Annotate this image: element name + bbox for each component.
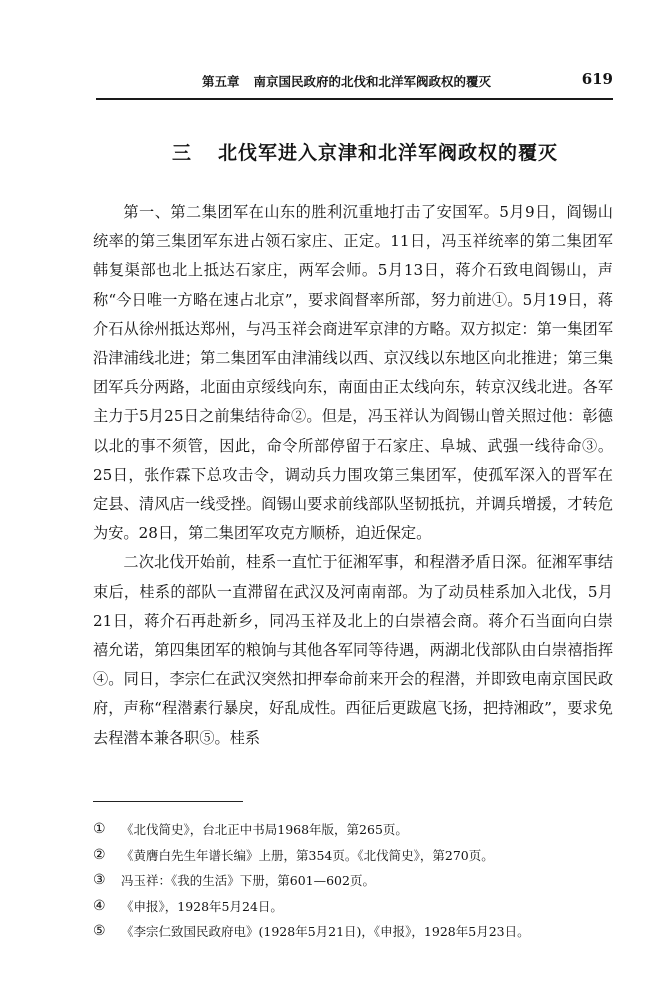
section-title: 北伐军进入京津和北洋军阀政权的覆灭	[218, 142, 559, 164]
footnote	[93, 868, 613, 894]
footnote-text: 冯玉祥：《我的生活》下册，第601—602页。	[121, 873, 375, 888]
footnote	[93, 843, 613, 869]
footnote-text: 《李宗仁致国民政府电》(1928年5月21日)，《申报》，1928年5月23日。	[121, 924, 530, 939]
footnote	[93, 919, 613, 945]
running-title	[202, 72, 491, 90]
footnote-mark: ①	[93, 821, 106, 837]
footnote-mark: ⑤	[93, 923, 106, 939]
footnote-mark: ②	[93, 846, 106, 863]
footnote-rule	[93, 801, 243, 802]
footnote-text: 《申报》，1928年5月24日。	[121, 898, 283, 914]
chapter-title: 南京国民政府的北伐和北洋军阀政权的覆灭	[253, 74, 492, 89]
footnote-mark: ③	[93, 872, 106, 888]
footnote	[93, 894, 613, 920]
footnotes	[93, 817, 613, 945]
page-number: 619	[581, 70, 613, 88]
section-heading	[172, 138, 558, 165]
footnote-mark: ④	[93, 897, 106, 914]
footnote-text: 《北伐简史》，台北正中书局1968年版，第265页。	[121, 822, 408, 837]
running-header	[96, 70, 613, 96]
footnote	[93, 817, 613, 843]
paragraph: 二次北伐开始前，桂系一直忙于征湘军事，和程潜矛盾日深。征湘军事结束后，桂系的部队一直滞留在武汉及河南南部。为了动员桂系加入北伐，5月21日，蒋介石再赴新乡，同冯玉祥及北上的白崇禧会商。蒋介石当面向白崇禧允诺，第四集团军的粮饷与其他各军同等待遇，两湖北伐部队由白崇禧指挥④。同日，李宗仁在武汉突然扣押奉命前来开会的程潜，并即致电南京国民政府，声称“程潜素行暴戾，好乱成性。西征后更跋扈飞扬，把持湘政”，要求免去程潜本兼各职⑤。桂系	[93, 553, 613, 747]
chapter-label: 第五章	[202, 74, 240, 89]
section-number: 三	[172, 142, 193, 164]
body-text	[93, 198, 613, 753]
header-rule	[96, 98, 613, 100]
footnote-text: 《黄膺白先生年谱长编》上册，第354页。《北伐简史》，第270页。	[121, 847, 494, 863]
paragraph: 第一、第二集团军在山东的胜利沉重地打击了安国军。5月9日，阎锡山统率的第三集团军东进占领石家庄、正定。11日，冯玉祥统率的第二集团军韩复渠部也北上抵达石家庄，两军会师。5月13日，蒋介石致电阎锡山，声称“今日唯一方略在速占北京”，要求阎督率所部，努力前进①。5月19日，蒋介石从徐州抵达郑州，与冯玉祥会商进军京津的方略。双方拟定：第一集团军沿津浦线北进；第二集团军由津浦线以西、京汉线以东地区向北推进；第三集团军兵分两路，北面由京绥线向东，南面由正太线向东，转京汉线北进。各军主力于5月25日之前集结待命②。但是，冯玉祥认为阎锡山曾关照过他：彰德以北的事不须管，因此，命令所部停留于石家庄、阜城、武强一线待命③。25日，张作霖下总攻击令，调动兵力围攻第三集团军，使孤军深入的晋军在定县、清风店一线受挫。阎锡山要求前线部队坚韧抵抗，并调兵增援，才转危为安。28日，第二集团军攻克方顺桥，迫近保定。	[93, 203, 613, 543]
